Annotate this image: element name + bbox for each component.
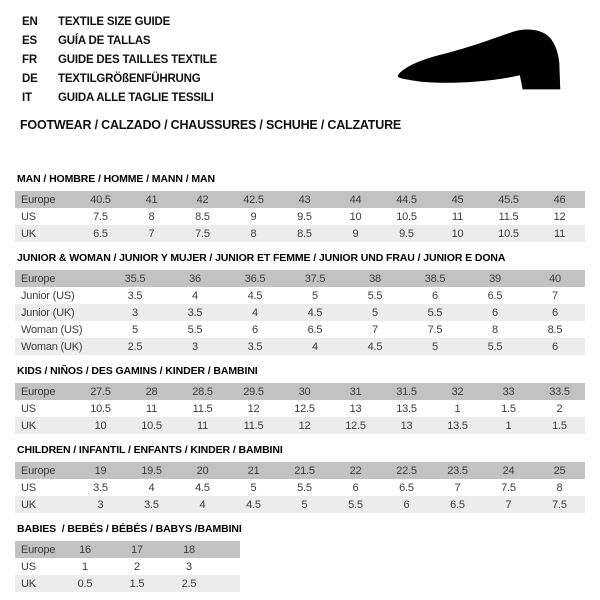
row-label: US [21,481,36,494]
row-label: Woman (UK) [21,340,83,353]
size-cell: 21.5 [294,464,315,477]
size-cell: 19.5 [141,464,162,477]
table-row [15,558,240,575]
size-cell: 9.5 [297,210,312,223]
size-cell: 18 [183,543,195,556]
size-cell: 3 [97,498,104,511]
size-cell: 37.5 [304,272,326,285]
size-cell: 21 [247,464,260,477]
filler-cell [215,575,240,592]
table-row [15,383,585,400]
row-label: UK [21,419,36,432]
size-cell: 6.5 [450,498,465,511]
size-cell: 43 [298,193,311,206]
size-cell: 1 [454,402,461,415]
size-cell: 36.5 [244,272,266,285]
size-cell: 20 [196,464,209,477]
size-table-man [15,191,585,242]
row-label: Europe [21,272,56,285]
size-cell: 36 [189,272,201,285]
size-cell: 46 [553,193,566,206]
size-cell: 45 [451,193,464,206]
shoe-silhouette-icon [392,24,580,104]
size-cell: 13.5 [447,419,468,432]
size-cell: 11 [196,419,209,432]
size-cell: 5 [132,323,138,336]
size-cell: 7.5 [195,227,210,240]
table-row [15,541,240,558]
size-cell: 7 [148,227,155,240]
size-cell: 6.5 [93,227,108,240]
table-row [15,417,585,434]
size-cell: 1.5 [501,402,516,415]
table-row [15,287,585,304]
size-cell: 6.5 [307,323,323,336]
size-table-junior-woman [15,270,585,355]
row-label: Europe [21,193,56,206]
size-cell: 12 [553,210,566,223]
row-label: Europe [21,543,56,556]
size-table-children [15,462,585,513]
size-cell: 5 [250,481,257,494]
size-cell: 3 [192,340,198,353]
size-cell: 2 [134,560,140,573]
size-cell: 38.5 [424,272,446,285]
size-cell: 3 [186,560,192,573]
language-code: DE [22,73,38,85]
size-cell: 25 [553,464,566,477]
table-row [15,338,585,355]
size-cell: 22 [349,464,362,477]
size-cell: 39 [489,272,501,285]
size-table-grid [15,270,585,355]
size-cell: 3 [132,306,138,319]
size-cell: 35.5 [124,272,146,285]
table-row [15,462,585,479]
row-label: UK [21,498,36,511]
size-cell: 7.5 [427,323,443,336]
size-cell: 33 [502,385,515,398]
table-row [15,191,585,208]
size-cell: 8 [492,323,498,336]
size-cell: 1 [505,419,512,432]
size-cell: 8.5 [297,227,312,240]
row-label: US [21,560,36,573]
size-cell: 0.5 [77,577,93,590]
size-cell: 11.5 [243,419,264,432]
size-cell: 4 [252,306,258,319]
row-label: Europe [21,385,56,398]
size-cell: 11 [553,227,566,240]
table-row [15,208,585,225]
size-cell: 6.5 [399,481,414,494]
size-cell: 3.5 [144,498,159,511]
row-label: Junior (UK) [21,306,75,319]
row-label: Junior (US) [21,289,75,302]
size-cell: 5.5 [297,481,312,494]
size-table-babies [15,541,585,592]
size-cell: 2.5 [127,340,143,353]
section-title-kids: KIDS / NIÑOS / DES GAMINS / KINDER / BAMBINI [17,365,258,377]
filler-cell [215,558,240,575]
row-label: US [21,402,36,415]
size-table-grid [15,191,585,242]
size-cell: 6 [432,289,438,302]
size-cell: 4.5 [307,306,323,319]
row-label: UK [21,227,36,240]
size-cell: 40 [549,272,561,285]
size-cell: 6 [252,323,258,336]
size-cell: 22.5 [396,464,417,477]
size-cell: 6 [492,306,498,319]
size-cell: 10 [451,227,464,240]
language-code: FR [22,54,37,66]
size-cell: 1 [82,560,88,573]
filler-cell [215,541,240,558]
row-label: Woman (US) [21,323,83,336]
size-cell: 3.5 [247,340,263,353]
size-cell: 4.5 [246,498,261,511]
size-cell: 12.5 [345,419,366,432]
size-cell: 6 [352,481,359,494]
table-row [15,479,585,496]
size-cell: 4.5 [195,481,210,494]
size-cell: 7.5 [501,481,516,494]
size-cell: 7 [454,481,461,494]
size-cell: 12 [247,402,260,415]
table-row [15,270,585,287]
size-cell: 1.5 [552,419,567,432]
size-cell: 33.5 [549,385,570,398]
size-cell: 2 [556,402,563,415]
size-cell: 24 [502,464,515,477]
section-junior-woman [15,252,585,355]
size-cell: 3.5 [93,481,108,494]
size-cell: 4 [312,340,318,353]
table-row [15,321,585,338]
size-table-kids [15,383,585,434]
size-cell: 7 [552,289,558,302]
size-cell: 8 [148,210,155,223]
section-title-man: MAN / HOMBRE / HOMME / MANN / MAN [17,173,215,185]
size-cell: 11.5 [192,402,213,415]
size-cell: 19 [94,464,107,477]
language-code: EN [22,16,38,28]
size-cell: 44 [349,193,362,206]
size-cell: 7.5 [93,210,108,223]
size-cell: 3.5 [187,306,203,319]
size-cell: 5.5 [427,306,443,319]
size-cell: 10.5 [396,210,417,223]
size-cell: 40.5 [90,193,111,206]
table-row [15,304,585,321]
section-man [15,173,585,242]
size-cell: 4 [148,481,155,494]
size-cell: 23.5 [447,464,468,477]
size-cell: 28.5 [192,385,213,398]
size-cell: 7.5 [552,498,567,511]
language-code: IT [22,92,32,104]
size-cell: 11 [451,210,464,223]
size-cell: 6 [403,498,410,511]
table-row [15,575,240,592]
size-cell: 3.5 [127,289,143,302]
language-label: GUIDA ALLE TAGLIE TESSILI [58,92,214,104]
row-label: US [21,210,36,223]
size-cell: 1.5 [129,577,145,590]
section-babies [15,523,585,592]
size-cell: 4.5 [367,340,383,353]
size-cell: 17 [131,543,143,556]
size-cell: 2.5 [181,577,197,590]
section-kids [15,365,585,434]
size-cell: 6 [552,306,558,319]
table-row [15,400,585,417]
language-label: GUIDE DES TAILLES TEXTILE [58,54,217,66]
size-cell: 9 [352,227,359,240]
size-cell: 7 [505,498,512,511]
section-children [15,444,585,513]
size-cell: 6 [552,340,558,353]
size-cell: 44.5 [396,193,417,206]
category-title: FOOTWEAR / CALZADO / CHAUSSURES / SCHUHE / CALZATURE [20,118,402,132]
size-cell: 9 [250,210,257,223]
size-cell: 8 [250,227,257,240]
size-cell: 12.5 [294,402,315,415]
size-cell: 32 [451,385,464,398]
size-cell: 11 [145,402,158,415]
size-cell: 5 [432,340,438,353]
language-label: GUÍA DE TALLAS [58,35,151,47]
language-code: ES [22,35,37,47]
row-label: UK [21,577,36,590]
size-cell: 29.5 [243,385,264,398]
size-cell: 11.5 [498,210,519,223]
size-cell: 10 [94,419,107,432]
size-cell: 10.5 [90,402,111,415]
size-cell: 8.5 [195,210,210,223]
size-table-grid [15,462,585,513]
size-cell: 31.5 [396,385,417,398]
language-label: TEXTILE SIZE GUIDE [58,16,171,28]
size-cell: 16 [79,543,91,556]
size-cell: 5 [301,498,308,511]
size-cell: 45.5 [498,193,519,206]
size-cell: 12 [298,419,311,432]
size-table-grid [15,541,240,592]
size-cell: 4 [199,498,206,511]
size-cell: 28 [145,385,158,398]
size-cell: 13.5 [396,402,417,415]
size-cell: 8.5 [547,323,563,336]
size-cell: 31 [349,385,362,398]
table-row [15,496,585,513]
size-cell: 4 [192,289,198,302]
size-cell: 8 [556,481,563,494]
size-cell: 10 [349,210,362,223]
size-cell: 5.5 [348,498,363,511]
size-cell: 10.5 [141,419,162,432]
size-cell: 41 [145,193,158,206]
size-cell: 5.5 [187,323,203,336]
size-cell: 38 [369,272,381,285]
section-title-children: CHILDREN / INFANTIL / ENFANTS / KINDER / BAMBINI [17,444,283,456]
size-cell: 10.5 [498,227,519,240]
size-cell: 5 [372,306,378,319]
size-cell: 42 [196,193,209,206]
size-cell: 13 [400,419,413,432]
size-cell: 5.5 [367,289,383,302]
section-title-junior-woman: JUNIOR & WOMAN / JUNIOR Y MUJER / JUNIOR ET FEMME / JUNIOR UND FRAU / JUNIOR E DONA [17,252,506,264]
size-cell: 5.5 [487,340,503,353]
size-cell: 4.5 [247,289,263,302]
size-cell: 30 [298,385,311,398]
section-title-babies: BABIES / BEBÉS / BÉBÉS / BABYS /BAMBINI [17,523,242,535]
size-cell: 27.5 [90,385,111,398]
row-label: Europe [21,464,56,477]
size-cell: 7 [372,323,378,336]
size-table-grid [15,383,585,434]
size-cell: 13 [349,402,362,415]
language-label: TEXTILGRÖßENFÜHRUNG [58,73,201,85]
table-row [15,225,585,242]
size-cell: 5 [312,289,318,302]
size-cell: 42.5 [243,193,264,206]
size-cell: 9.5 [399,227,414,240]
size-cell: 6.5 [487,289,503,302]
